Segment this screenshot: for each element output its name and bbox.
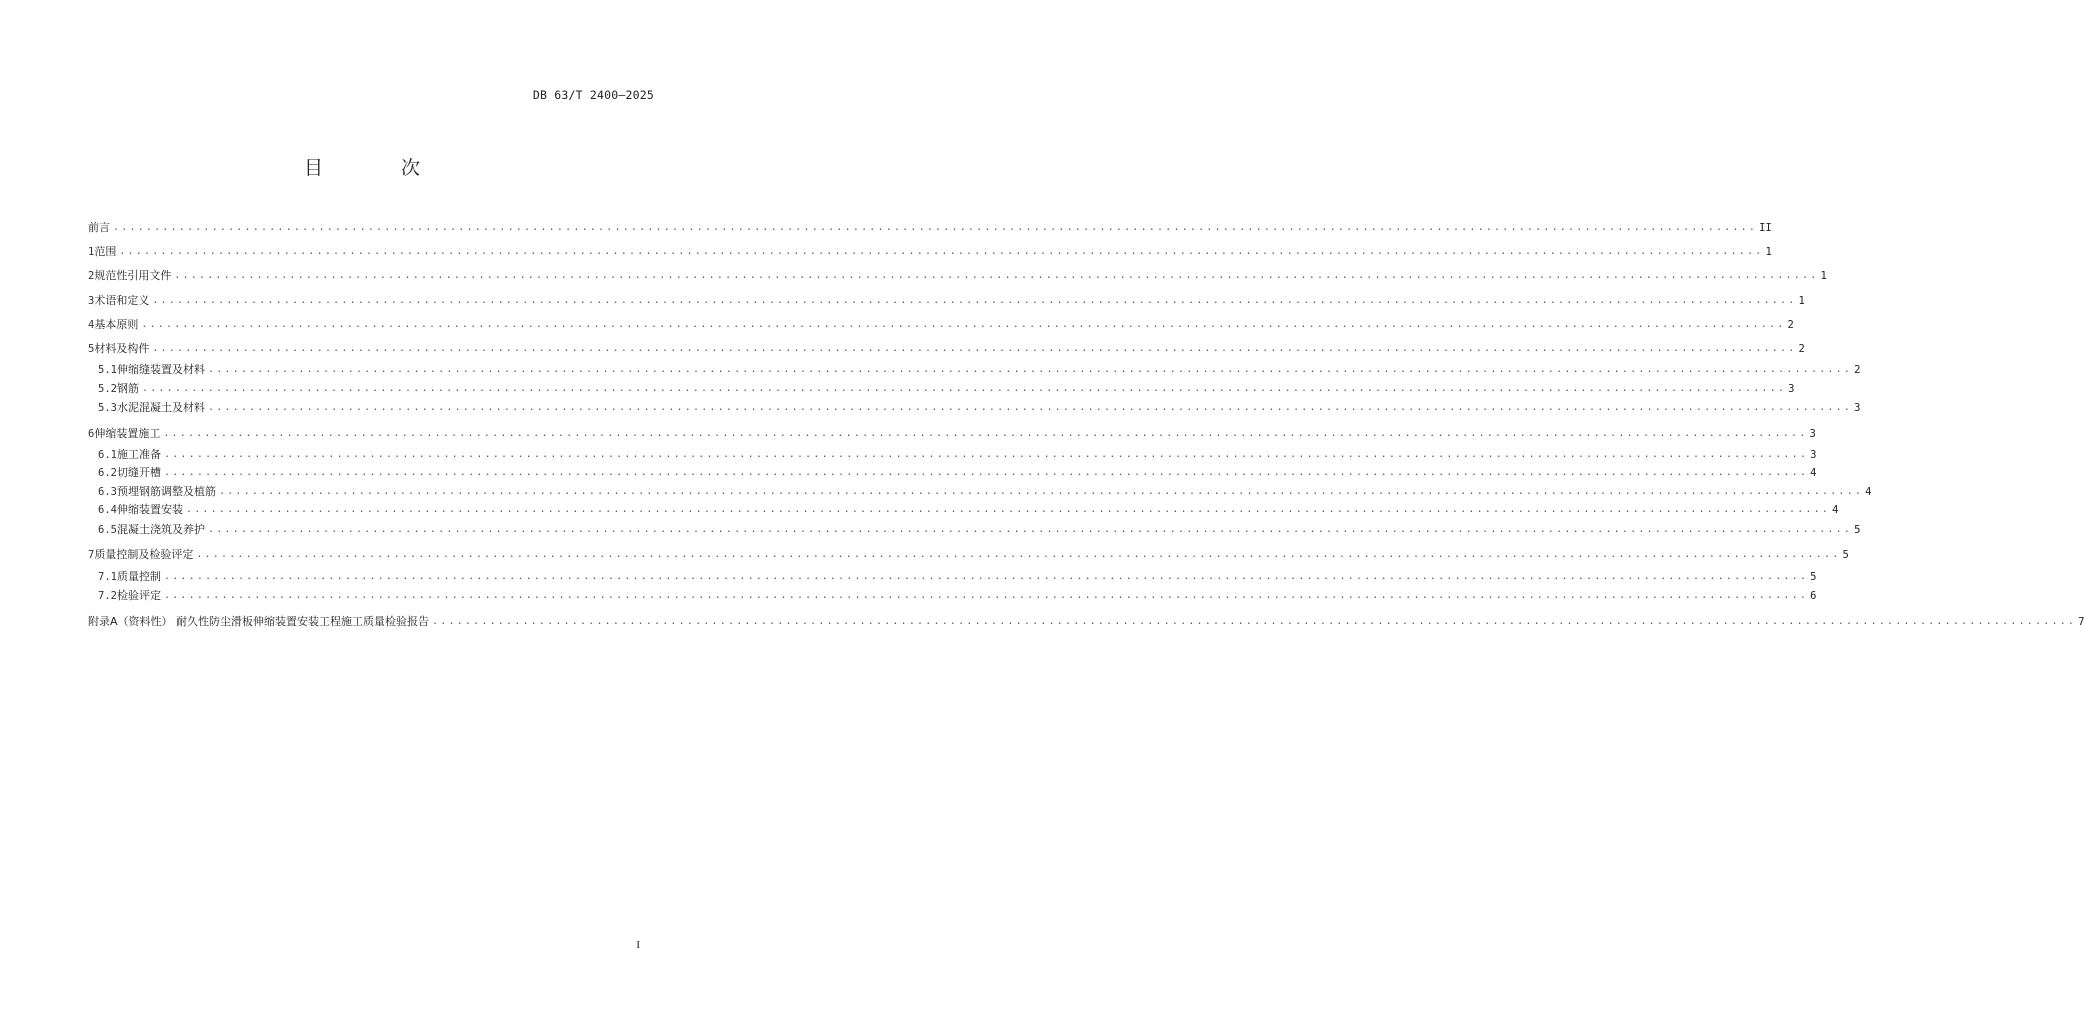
toc-entry-label: 材料及构件 <box>94 341 150 355</box>
toc-entry[interactable] <box>88 422 1816 446</box>
toc-dot-leader: ........................................................................................................................................................................................................ <box>152 294 1797 306</box>
toc-entry-page: 5 <box>1854 523 1861 536</box>
toc-entry-page: 6 <box>1810 590 1817 602</box>
toc-entry-number: 7.2 <box>98 590 117 602</box>
toc-entry-number: 6.4 <box>98 504 117 517</box>
toc-entry[interactable] <box>88 380 1795 399</box>
toc-entry-number: 1 <box>88 246 95 259</box>
toc-entry-number: 3 <box>88 294 95 307</box>
toc-entry-number: 5.2 <box>98 382 117 395</box>
toc-entry-page: 3 <box>1788 382 1795 395</box>
toc-dot-leader: ........................................................................................................................................................................................................ <box>218 485 1864 497</box>
toc-entry-number: 5.1 <box>98 364 117 377</box>
toc-entry-page: 7 <box>2078 615 2084 628</box>
toc-dot-leader: ........................................................................................................................................................................................................ <box>141 318 1786 330</box>
toc-entry-page: 2 <box>1798 342 1805 355</box>
toc-entry-number: 6.2 <box>98 467 117 480</box>
toc-entry[interactable] <box>88 568 1817 587</box>
toc-entry[interactable] <box>88 337 1805 361</box>
toc-entry-number: 4 <box>88 318 95 331</box>
page-title: 目 次 <box>303 157 457 179</box>
toc-entry[interactable] <box>88 520 1861 544</box>
toc-entry[interactable] <box>88 361 1861 380</box>
toc-dot-leader: ........................................................................................................................................................................................................ <box>152 342 1797 354</box>
toc-entry-page: 5 <box>1810 570 1817 583</box>
toc-entry[interactable] <box>88 501 1839 520</box>
toc-entry[interactable] <box>88 264 1827 288</box>
toc-dot-leader: ........................................................................................................................................................................................................ <box>163 448 1809 460</box>
toc-entry-page: 5 <box>1842 549 1849 562</box>
toc-entry-number: 7.1 <box>98 570 117 583</box>
toc-entry[interactable] <box>88 240 1772 264</box>
toc-entry-page: 2 <box>1787 318 1794 331</box>
toc-entry-number: 6.1 <box>98 448 117 461</box>
toc-dot-leader: ........................................................................................................................................................................................................ <box>174 270 1819 282</box>
toc-entry-number: 5.3 <box>98 402 117 415</box>
document-code: DB 63/T 2400—2025 <box>532 88 654 102</box>
toc-entry-label: 混凝土浇筑及养护 <box>116 522 205 536</box>
toc-entry[interactable] <box>88 313 1794 337</box>
toc-entry-label: 伸缩装置安装 <box>116 503 183 517</box>
toc-dot-leader: ........................................................................................................................................................................................................ <box>163 590 1809 601</box>
toc-entry-number: 6.5 <box>98 523 117 536</box>
toc-entry-label: 检验评定 <box>116 589 161 602</box>
toc-entry-number: 6.3 <box>98 485 117 498</box>
table-of-contents <box>88 216 2084 634</box>
toc-entry-label: 钢筋 <box>116 381 139 395</box>
toc-entry[interactable] <box>88 398 1861 422</box>
toc-entry-label: 伸缩缝装置及材料 <box>116 363 205 377</box>
toc-entry-label: 切缝开槽 <box>116 466 161 480</box>
toc-entry-label: 规范性引用文件 <box>94 269 172 283</box>
toc-entry-page: 3 <box>1810 448 1817 461</box>
toc-entry[interactable] <box>88 586 1817 610</box>
toc-dot-leader: ........................................................................................................................................................................................................ <box>163 570 1809 582</box>
toc-entry[interactable] <box>88 446 1817 465</box>
toc-entry[interactable] <box>88 610 2084 634</box>
toc-entry[interactable] <box>88 216 1772 240</box>
toc-entry-label: 基本原则 <box>94 317 139 331</box>
toc-dot-leader: ........................................................................................................................................................................................................ <box>113 222 1758 233</box>
toc-entry-number: 2 <box>88 270 95 283</box>
toc-entry[interactable] <box>88 289 1805 313</box>
toc-dot-leader: ........................................................................................................................................................................................................ <box>196 549 1841 561</box>
toc-entry-label: 术语和定义 <box>94 293 150 307</box>
toc-entry-label: 施工准备 <box>116 447 161 461</box>
toc-entry-page: 1 <box>1820 270 1827 283</box>
toc-entry-label: 质量控制及检验评定 <box>94 548 194 562</box>
toc-entry-page: 4 <box>1865 485 1872 498</box>
toc-entry-label: 前言 <box>88 221 110 234</box>
toc-entry-label: 范围 <box>94 245 117 259</box>
toc-entry-page: 4 <box>1832 504 1839 517</box>
toc-entry-number: 6 <box>88 427 95 440</box>
page-number: I <box>636 939 640 951</box>
toc-entry-number: 5 <box>88 342 95 355</box>
toc-entry-page: 3 <box>1854 402 1861 415</box>
toc-entry-page: 2 <box>1854 364 1861 377</box>
toc-entry[interactable] <box>88 543 1849 567</box>
toc-dot-leader: ........................................................................................................................................................................................................ <box>141 382 1787 394</box>
toc-dot-leader: ........................................................................................................................................................................................................ <box>163 467 1809 479</box>
toc-dot-leader: ........................................................................................................................................................................................................ <box>185 504 1831 516</box>
toc-dot-leader: ........................................................................................................................................................................................................ <box>207 523 1853 535</box>
toc-entry[interactable] <box>88 464 1817 483</box>
toc-dot-leader: ........................................................................................................................................................................................................ <box>163 427 1808 439</box>
toc-dot-leader: ........................................................................................................................................................................................................ <box>207 402 1853 414</box>
toc-entry-number: 7 <box>88 549 95 562</box>
toc-dot-leader: ........................................................................................................................................................................................................ <box>207 364 1853 376</box>
toc-entry-page: 4 <box>1810 467 1817 480</box>
toc-entry-label: 预埋钢筋调整及植筋 <box>116 484 216 498</box>
toc-entry-label: 质量控制 <box>116 569 161 583</box>
toc-entry-page: 3 <box>1809 427 1816 440</box>
toc-entry-page: II <box>1759 222 1772 234</box>
toc-dot-leader: ........................................................................................................................................................................................................ <box>432 615 2077 627</box>
toc-entry-label: 附录A（资料性） 耐久性防尘滑板伸缩装置安装工程施工质量检验报告 <box>88 614 430 628</box>
toc-entry-page: 1 <box>1798 294 1805 307</box>
toc-entry-page: 1 <box>1765 246 1772 259</box>
toc-entry-label: 伸缩装置施工 <box>94 426 161 440</box>
toc-entry[interactable] <box>88 483 1872 502</box>
toc-entry-label: 水泥混凝土及材料 <box>116 401 205 415</box>
toc-dot-leader: ........................................................................................................................................................................................................ <box>119 246 1764 258</box>
